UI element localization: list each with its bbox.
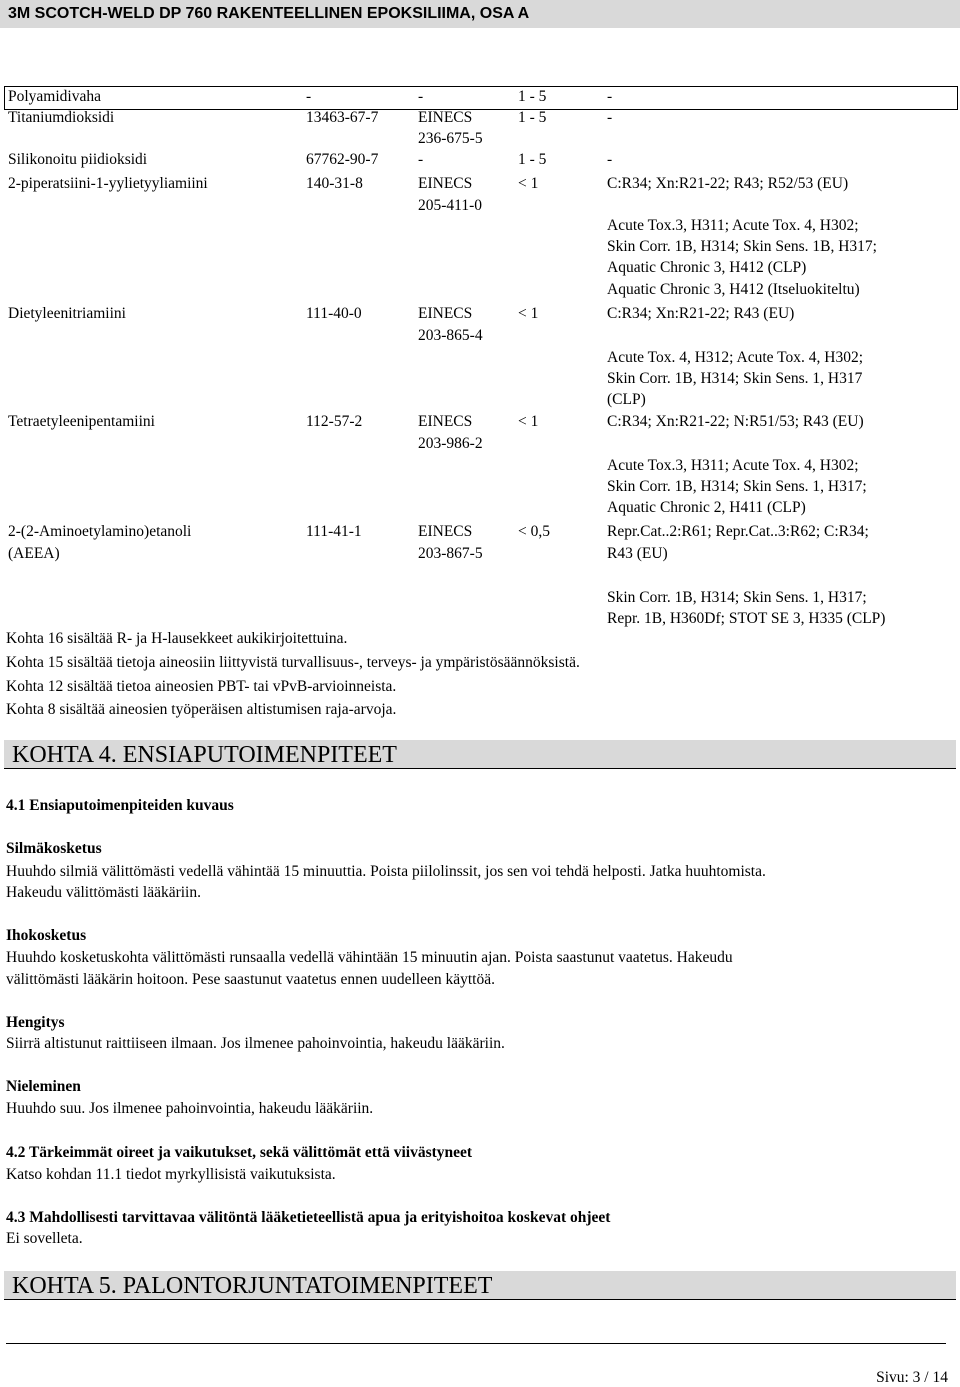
document-title: 3M SCOTCH-WELD DP 760 RAKENTEELLINEN EPOKSILIIMA, OSA A: [8, 5, 530, 22]
component-name: Silikonoitu piidioksidi: [8, 151, 148, 168]
percentage: < 1: [518, 413, 539, 430]
classification-clp-2: Skin Corr. 1B, H314; Skin Sens. 1B, H317;: [607, 238, 877, 255]
classification-clp-3: Aquatic Chronic 3, H412 (CLP): [607, 259, 807, 276]
ec-number: -: [418, 151, 424, 168]
note: Kohta 12 sisältää tietoa aineosien PBT- tai vPvB-arvioinneista.: [6, 678, 397, 695]
subsection-4-1: 4.1 Ensiaputoimenpiteiden kuvaus: [6, 797, 234, 814]
component-name: 2-piperatsiini-1-yylietyyliamiini: [8, 175, 208, 192]
classification-eu: C:R34; Xn:R21-22; R43 (EU): [607, 305, 795, 322]
ec-number-line2: 205-411-0: [418, 197, 482, 214]
ec-number: EINECS: [418, 305, 473, 322]
percentage: < 1: [518, 305, 539, 322]
classification-clp-3: (CLP): [607, 391, 646, 408]
classification-clp-3: Aquatic Chronic 2, H411 (CLP): [607, 499, 806, 516]
classification-clp-2: Skin Corr. 1B, H314; Skin Sens. 1, H317: [607, 370, 863, 387]
percentage: 1 - 5: [518, 88, 547, 105]
skin-contact-heading: Ihokosketus: [6, 927, 87, 944]
eye-contact-text-2: Hakeudu välittömästi lääkäriin.: [6, 884, 201, 901]
note: Kohta 16 sisältää R- ja H-lausekkeet aukikirjoitettuina.: [6, 630, 348, 647]
classification: -: [607, 109, 613, 126]
classification-clp-2: Repr. 1B, H360Df; STOT SE 3, H335 (CLP): [607, 610, 886, 627]
component-name: Dietyleenitriamiini: [8, 305, 126, 322]
classification-clp-1: Acute Tox. 4, H312; Acute Tox. 4, H302;: [607, 349, 863, 366]
ec-number-line2: 203-986-2: [418, 435, 483, 452]
percentage: < 0,5: [518, 523, 550, 540]
subsection-4-2-text: Katso kohdan 11.1 tiedot myrkyllisistä vaikutuksista.: [6, 1166, 336, 1183]
ec-number-line2: 203-867-5: [418, 545, 483, 562]
classification-eu: Repr.Cat..2:R61; Repr.Cat..3:R62; C:R34;: [607, 523, 869, 540]
classification-clp-1: Acute Tox.3, H311; Acute Tox. 4, H302;: [607, 217, 859, 234]
ec-number: -: [418, 88, 424, 105]
cas-number: 67762-90-7: [306, 151, 379, 168]
footer-divider: [6, 1343, 946, 1344]
classification-eu: C:R34; Xn:R21-22; N:R51/53; R43 (EU): [607, 413, 864, 430]
page-header: [0, 0, 960, 28]
note: Kohta 15 sisältää tietoja aineosiin liittyvistä turvallisuus-, terveys- ja ympäristösäännöksistä.: [6, 654, 580, 671]
classification-eu-2: R43 (EU): [607, 545, 668, 562]
ec-number: EINECS: [418, 523, 473, 540]
cas-number: 140-31-8: [306, 175, 363, 192]
ec-number-line2: 236-675-5: [418, 129, 483, 147]
inhalation-heading: Hengitys: [6, 1014, 65, 1031]
percentage: 1 - 5: [518, 109, 547, 126]
component-name: Tetraetyleenipentamiini: [8, 413, 155, 430]
classification-eu: C:R34; Xn:R21-22; R43; R52/53 (EU): [607, 175, 849, 192]
cas-number: 112-57-2: [306, 413, 363, 430]
cas-number: -: [306, 88, 312, 105]
classification: -: [607, 88, 613, 105]
section-5-title: KOHTA 5. PALONTORJUNTATOIMENPITEET: [12, 1273, 493, 1299]
skin-contact-text: Huuhdo kosketuskohta välittömästi runsaalla vedellä vähintään 15 minuutin ajan. Poista saastunut vaatetus. Hakeudu: [6, 949, 733, 966]
section-4-title: KOHTA 4. ENSIAPUTOIMENPITEET: [12, 742, 397, 768]
inhalation-text: Siirrä altistunut raittiiseen ilmaan. Jos ilmenee pahoinvointia, hakeudu lääkäriin.: [6, 1035, 505, 1052]
skin-contact-text-2: välittömästi lääkärin hoitoon. Pese saastunut vaatetus ennen uudelleen käyttöä.: [6, 971, 495, 988]
ec-number: EINECS: [418, 413, 473, 430]
subsection-4-2: 4.2 Tärkeimmät oireet ja vaikutukset, sekä välittömät että viivästyneet: [6, 1144, 473, 1161]
ingestion-heading: Nieleminen: [6, 1078, 81, 1095]
component-name: 2-(2-Aminoetylamino)etanoli: [8, 523, 192, 540]
classification-clp-2: Skin Corr. 1B, H314; Skin Sens. 1, H317;: [607, 478, 867, 495]
ec-number: EINECS: [418, 109, 473, 126]
component-name: Titaniumdioksidi: [8, 109, 115, 126]
page-number: Sivu: 3 / 14: [876, 1369, 948, 1386]
note: Kohta 8 sisältää aineosien työperäisen altistumisen raja-arvoja.: [6, 701, 397, 718]
subsection-4-3-text: Ei sovelleta.: [6, 1230, 83, 1247]
table-first-row-frame: [4, 86, 958, 110]
classification: -: [607, 151, 613, 168]
ingestion-text: Huuhdo suu. Jos ilmenee pahoinvointia, hakeudu lääkäriin.: [6, 1100, 374, 1117]
component-name: Polyamidivaha: [8, 88, 101, 105]
percentage: 1 - 5: [518, 151, 547, 168]
section-5-heading: [4, 1271, 956, 1300]
ec-number-line2: 203-865-4: [418, 327, 483, 344]
cas-number: 13463-67-7: [306, 109, 379, 126]
classification-clp-4: Aquatic Chronic 3, H412 (Itseluokiteltu): [607, 281, 860, 298]
ec-number: EINECS: [418, 175, 473, 192]
component-name-line2: (AEEA): [8, 545, 60, 562]
classification-clp-1: Acute Tox.3, H311; Acute Tox. 4, H302;: [607, 457, 859, 474]
eye-contact-text: Huuhdo silmiä välittömästi vedellä vähintää 15 minuuttia. Poista piilolinssit, jos sen voi tehdä helposti. Jatka huuhtomista.: [6, 863, 766, 880]
subsection-4-3: 4.3 Mahdollisesti tarvittavaa välitöntä lääketieteellistä apua ja erityishoitoa koskevat ohjeet: [6, 1209, 611, 1226]
eye-contact-heading: Silmäkosketus: [6, 840, 102, 857]
classification-clp-1: Skin Corr. 1B, H314; Skin Sens. 1, H317;: [607, 589, 867, 606]
section-4-heading: [4, 740, 956, 769]
percentage: < 1: [518, 175, 539, 192]
cas-number: 111-41-1: [306, 523, 362, 540]
cas-number: 111-40-0: [306, 305, 362, 322]
